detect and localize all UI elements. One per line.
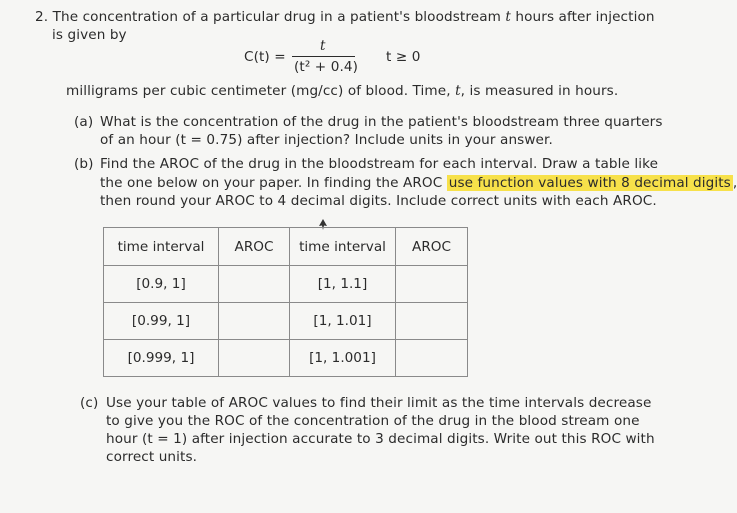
aroc-cell	[219, 266, 290, 303]
units-text-end: , is measured in hours.	[460, 83, 619, 99]
part-c-line-1: Use your table of AROC values to find their limit as the time intervals decrease	[106, 395, 652, 411]
table-row	[104, 266, 468, 303]
part-b-line-1: Find the AROC of the drug in the bloodstream for each interval. Draw a table like	[100, 156, 659, 172]
intro-text-end: hours after injection	[515, 9, 655, 25]
problem-line-2: is given by	[52, 27, 127, 43]
intro-text: The concentration of a particular drug in a patient's bloodstream	[52, 9, 501, 25]
interval-cell: [1, 1.01]	[290, 303, 396, 340]
header-aroc-2: AROC	[396, 228, 468, 266]
aroc-cell	[219, 303, 290, 340]
units-line	[66, 82, 618, 100]
aroc-cell	[396, 266, 468, 303]
formula-denominator: (t² + 0.4)	[294, 59, 359, 75]
intro-var-t: t	[505, 9, 511, 25]
table-header-row	[104, 228, 468, 266]
aroc-table	[103, 227, 468, 377]
part-b-line-2	[100, 174, 737, 192]
units-text: milligrams per cubic centimeter (mg/cc) of blood. Time,	[66, 83, 451, 99]
part-c-line-4: correct units.	[106, 449, 198, 465]
aroc-cell	[396, 340, 468, 377]
aroc-cell	[219, 340, 290, 377]
formula-numerator: t	[320, 38, 326, 54]
part-c-line-3: hour (t = 1) after injection accurate to 3 decimal digits. Write out this ROC with	[106, 431, 655, 447]
problem-line-1	[35, 8, 655, 26]
fraction-bar	[292, 56, 355, 57]
part-c-label: (c)	[80, 395, 99, 411]
formula-condition: t ≥ 0	[386, 49, 421, 65]
interval-cell: [1, 1.001]	[290, 340, 396, 377]
part-b-line-2-comma: ,	[732, 175, 737, 191]
part-a-label: (a)	[74, 114, 94, 130]
part-b-line-2-text: the one below on your paper. In finding the AROC	[100, 175, 443, 191]
part-a-line-1: What is the concentration of the drug in the patient's bloodstream three quarters	[100, 114, 663, 130]
table-row	[104, 340, 468, 377]
aroc-cell	[396, 303, 468, 340]
interval-cell: [0.99, 1]	[104, 303, 219, 340]
interval-cell: [0.9, 1]	[104, 266, 219, 303]
table-row	[104, 303, 468, 340]
units-var-t: t	[455, 83, 461, 99]
header-time-interval-1: time interval	[104, 228, 219, 266]
part-c-line-2: to give you the ROC of the concentration of the drug in the blood stream one	[106, 413, 640, 429]
part-a-line-2: of an hour (t = 0.75) after injection? Include units in your answer.	[100, 132, 553, 148]
highlighted-text: use function values with 8 decimal digits	[448, 175, 731, 191]
header-aroc-1: AROC	[219, 228, 290, 266]
part-b-label: (b)	[74, 156, 94, 172]
part-b-line-3: then round your AROC to 4 decimal digits. Include correct units with each AROC.	[100, 193, 657, 209]
problem-number: 2.	[35, 9, 49, 25]
formula-lhs: C(t) =	[244, 49, 286, 65]
interval-cell: [1, 1.1]	[290, 266, 396, 303]
header-time-interval-2: time interval	[290, 228, 396, 266]
interval-cell: [0.999, 1]	[104, 340, 219, 377]
